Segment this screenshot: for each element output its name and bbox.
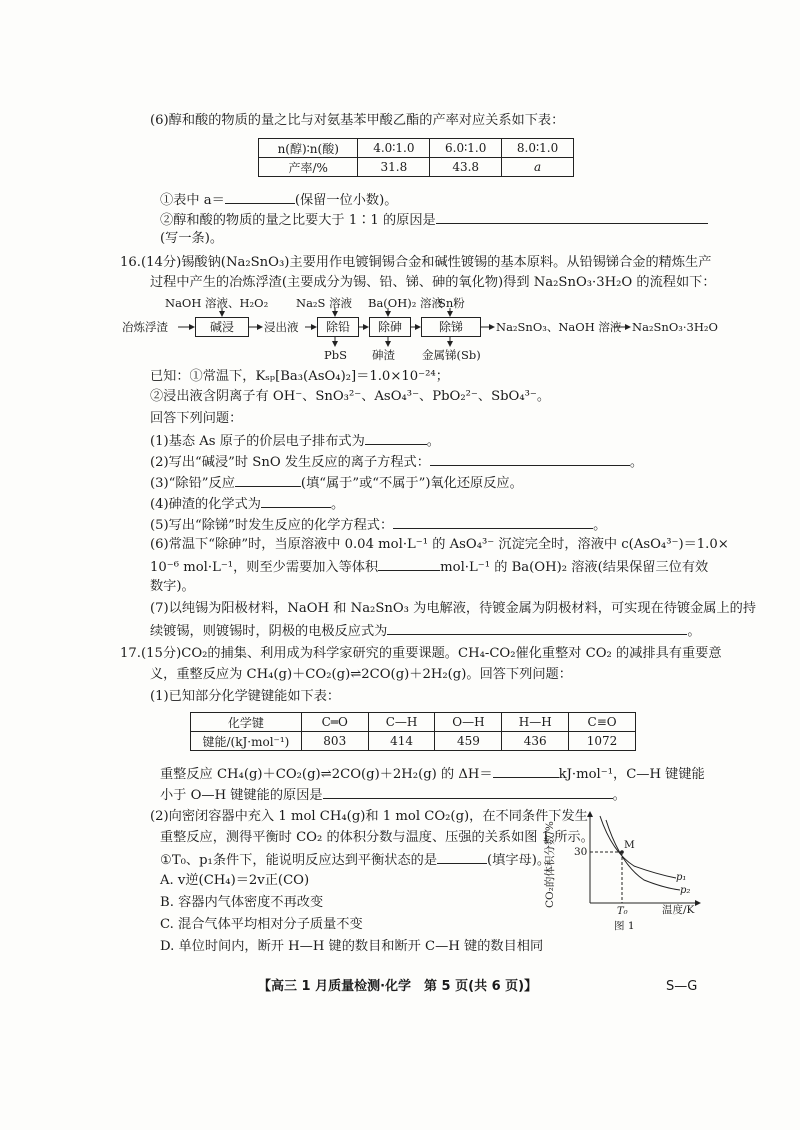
flow-intermediate: 浸出液	[264, 320, 299, 334]
flow-reagent-3: Ba(OH)₂ 溶液	[368, 296, 444, 310]
table-cell: 31.8	[358, 158, 430, 177]
q16-part6-text-a: 10⁻⁶ mol·L⁻¹，则至少需要加入等体积	[150, 560, 379, 575]
flow-box-alkali-leach: 碱浸	[195, 317, 249, 337]
q17-option-c[interactable]: C. 混合气体平均相对分子质量不变	[160, 917, 363, 932]
answer-blank[interactable]	[437, 850, 487, 864]
q17-part2-text-b: (填字母)。	[487, 853, 551, 868]
figure-1-xtick: T₀	[617, 906, 628, 917]
q16-intro-line-2: 过程中产生的冶炼浮渣(主要成分为锡、铅、锑、砷的氧化物)得到 Na₂SnO₃·3H₂O 的流程如下：	[150, 275, 716, 290]
q17-intro-line-2: 义，重整反应为 CH₄(g)＋CO₂(g)⇌2CO(g)＋2H₂(g)。回答下列问题：	[150, 667, 572, 682]
figure-1-xlabel: 温度/K	[662, 904, 695, 916]
q16-part5-text: (5)写出“除锑”时发生反应的化学方程式：	[150, 518, 394, 533]
q16-part3	[150, 473, 523, 493]
q17-part1-text-a: 重整反应 CH₄(g)＋CO₂(g)⇌2CO(g)＋2H₂(g) 的 ΔH＝	[160, 767, 493, 782]
table-row	[259, 158, 574, 177]
q16-part2-text: (2)写出“碱浸”时 SnO 发生反应的离子方程式：	[150, 455, 430, 470]
q15-answer-2	[160, 210, 708, 230]
q17-intro-line-1: 17.(15分)CO₂的捕集、利用成为科学家研究的重要课题。CH₄-CO₂催化重整对 CO₂ 的减排具有重要意	[120, 646, 722, 661]
q16-part6-text-b: mol·L⁻¹ 的 Ba(OH)₂ 溶液(结果保留三位有效	[440, 560, 709, 575]
figure-1-curve-p1: p₁	[676, 872, 687, 883]
q16-prompt: 回答下列问题：	[150, 411, 243, 426]
q16-part3-text-b: (填“属于”或“不属于”)氧化还原反应。	[300, 476, 523, 491]
q17-part1-question-2: 小于 O—H 键键能的原因是 。	[160, 785, 626, 805]
q16-part4-text: (4)砷渣的化学式为	[150, 497, 261, 512]
table-header-cell: 化学键	[191, 713, 302, 732]
q15-answer-1-suffix: (保留一位小数)。	[294, 193, 398, 208]
q16-part6-line3: 数字)。	[150, 579, 195, 594]
q15-answer-1	[160, 190, 397, 210]
table-header-cell: O—H	[435, 713, 502, 732]
table-cell: 459	[435, 732, 502, 751]
answer-blank[interactable]	[430, 452, 630, 466]
figure-1-curve-p2: p₂	[680, 885, 691, 896]
table-cell: 43.8	[430, 158, 502, 177]
answer-blank[interactable]	[436, 210, 708, 224]
q17-part1-text-c: 小于 O—H 键键能的原因是	[160, 788, 323, 803]
flow-product: Na₂SnO₃·3H₂O	[632, 320, 718, 334]
answer-blank[interactable]	[261, 494, 331, 508]
flow-output-arsenic-residue: 砷渣	[372, 348, 395, 362]
flow-reagent-2: Na₂S 溶液	[296, 296, 353, 310]
table-cell: 803	[301, 732, 368, 751]
table-cell: 1072	[569, 732, 636, 751]
figure-1-caption: 图 1	[614, 920, 635, 932]
table-cell: 414	[368, 732, 435, 751]
table-row-label: 键能/(kJ·mol⁻¹)	[191, 732, 302, 751]
q16-part6-line1: (6)常温下“除砷”时，当原溶液中 0.04 mol·L⁻¹ 的 AsO₄³⁻ 沉淀完全时，溶液中 c(AsO₄³⁻)＝1.0×	[150, 537, 729, 552]
q16-part1: (1)基态 As 原子的价层电子排布式为 。	[150, 431, 440, 451]
table-row-label: 产率/%	[259, 158, 358, 177]
flow-box-remove-arsenic: 除砷	[369, 317, 411, 337]
figure-1-ytick: 30	[574, 846, 588, 858]
q15-answer-1-prefix: ①表中 a＝	[160, 193, 225, 208]
q17-part1-question	[160, 764, 705, 784]
answer-blank[interactable]	[387, 621, 687, 635]
q17-part2-question	[160, 850, 550, 870]
flow-output-antimony: 金属锑(Sb)	[422, 348, 481, 362]
q15-answer-2-text: ②醇和酸的物质的量之比要大于 1∶1 的原因是	[160, 213, 436, 228]
q15-part6-text: (6)醇和酸的物质的量之比与对氨基苯甲酸乙酯的产率对应关系如下表：	[150, 113, 565, 128]
table-header-cell: H—H	[502, 713, 569, 732]
q15-yield-table	[258, 138, 574, 177]
answer-blank[interactable]	[493, 764, 559, 778]
q17-part2-text-a: ①T₀、p₁条件下，能说明反应达到平衡状态的是	[160, 853, 438, 868]
flow-reagent-4: Sn粉	[438, 296, 465, 310]
q16-part7-text: 续镀锡，则镀锡时，阴极的电极反应式为	[150, 624, 388, 639]
flow-start: 冶炼浮渣	[122, 320, 168, 334]
answer-blank[interactable]	[378, 557, 440, 571]
q17-part2-line1: (2)向密闭容器中充入 1 mol CH₄(g)和 1 mol CO₂(g)，在不同条件下发生	[150, 809, 588, 824]
table-header-cell: 4.0∶1.0	[358, 139, 430, 158]
answer-blank[interactable]	[393, 515, 593, 529]
q16-part2: (2)写出“碱浸”时 SnO 发生反应的离子方程式： 。	[150, 452, 643, 472]
table-cell: 436	[502, 732, 569, 751]
q15-answer-2-tail: (写一条)。	[160, 231, 224, 246]
figure-1-ylabel: CO₂的体积分数/%	[544, 821, 556, 908]
q16-part5: (5)写出“除锑”时发生反应的化学方程式： 。	[150, 515, 606, 535]
q17-part1-text-b: kJ·mol⁻¹，C—H 键键能	[558, 767, 705, 782]
table-header-cell: C═O	[301, 713, 368, 732]
flow-tail-solution: Na₂SnO₃、NaOH 溶液	[496, 320, 622, 334]
table-header-cell: n(醇)∶n(酸)	[259, 139, 358, 158]
answer-blank[interactable]	[225, 190, 295, 204]
q16-part3-text-a: (3)“除铅”反应	[150, 476, 235, 491]
q16-intro-line-1: 16.(14分)锡酸钠(Na₂SnO₃)主要用作电镀铜锡合金和碱性镀锡的基本原料。从铅锡锑合金的精炼生产	[120, 255, 712, 270]
table-header-cell: C—H	[368, 713, 435, 732]
table-row	[259, 139, 574, 158]
table-cell: a	[502, 158, 574, 177]
figure-1-point-m: M	[624, 839, 635, 851]
table-header-cell: 8.0∶1.0	[502, 139, 574, 158]
answer-blank[interactable]	[323, 785, 613, 799]
q17-part1: (1)已知部分化学键键能如下表：	[150, 689, 341, 704]
answer-blank[interactable]	[365, 431, 427, 445]
table-row	[191, 732, 636, 751]
figure-1-plot	[560, 808, 710, 918]
answer-blank[interactable]	[235, 473, 301, 487]
table-header-cell: 6.0∶1.0	[430, 139, 502, 158]
page-code: S—G	[666, 979, 698, 994]
q16-known-1: 已知：①常温下，Kₛₚ[Ba₃(AsO₄)₂]＝1.0×10⁻²⁴；	[150, 369, 449, 384]
q16-part7-line1: (7)以纯锡为阳极材料，NaOH 和 Na₂SnO₃ 为电解液，待镀金属为阴极材料，可实现在待镀金属上的持	[150, 601, 757, 616]
q17-option-a[interactable]: A. v逆(CH₄)＝2v正(CO)	[160, 873, 310, 888]
q16-part4: (4)砷渣的化学式为 。	[150, 494, 344, 514]
q17-part2-line2: 重整反应，测得平衡时 CO₂ 的体积分数与温度、压强的关系如图 1 所示。	[160, 830, 594, 845]
table-row	[191, 713, 636, 732]
q17-option-b[interactable]: B. 容器内气体密度不再改变	[160, 895, 324, 910]
flow-output-pbs: PbS	[324, 348, 347, 362]
q16-part7-line2: 续镀锡，则镀锡时，阴极的电极反应式为 。	[150, 621, 701, 641]
flow-box-remove-antimony: 除锑	[421, 317, 481, 337]
flow-box-remove-lead: 除铅	[317, 317, 359, 337]
flow-reagent-1: NaOH 溶液、H₂O₂	[165, 296, 269, 310]
table-header-cell: C≡O	[569, 713, 636, 732]
q16-part1-text: (1)基态 As 原子的价层电子排布式为	[150, 434, 365, 449]
q17-bond-energy-table	[190, 712, 636, 751]
q16-part6-line2	[150, 557, 708, 577]
page-footer: 【高三 1 月质量检测·化学 第 5 页(共 6 页)】	[258, 979, 538, 994]
q17-option-d[interactable]: D. 单位时间内，断开 H—H 键的数目和断开 C—H 键的数目相同	[160, 939, 544, 954]
q16-known-2: ②浸出液含阴离子有 OH⁻、SnO₃²⁻、AsO₄³⁻、PbO₂²⁻、SbO₄³⁻。	[150, 389, 551, 404]
